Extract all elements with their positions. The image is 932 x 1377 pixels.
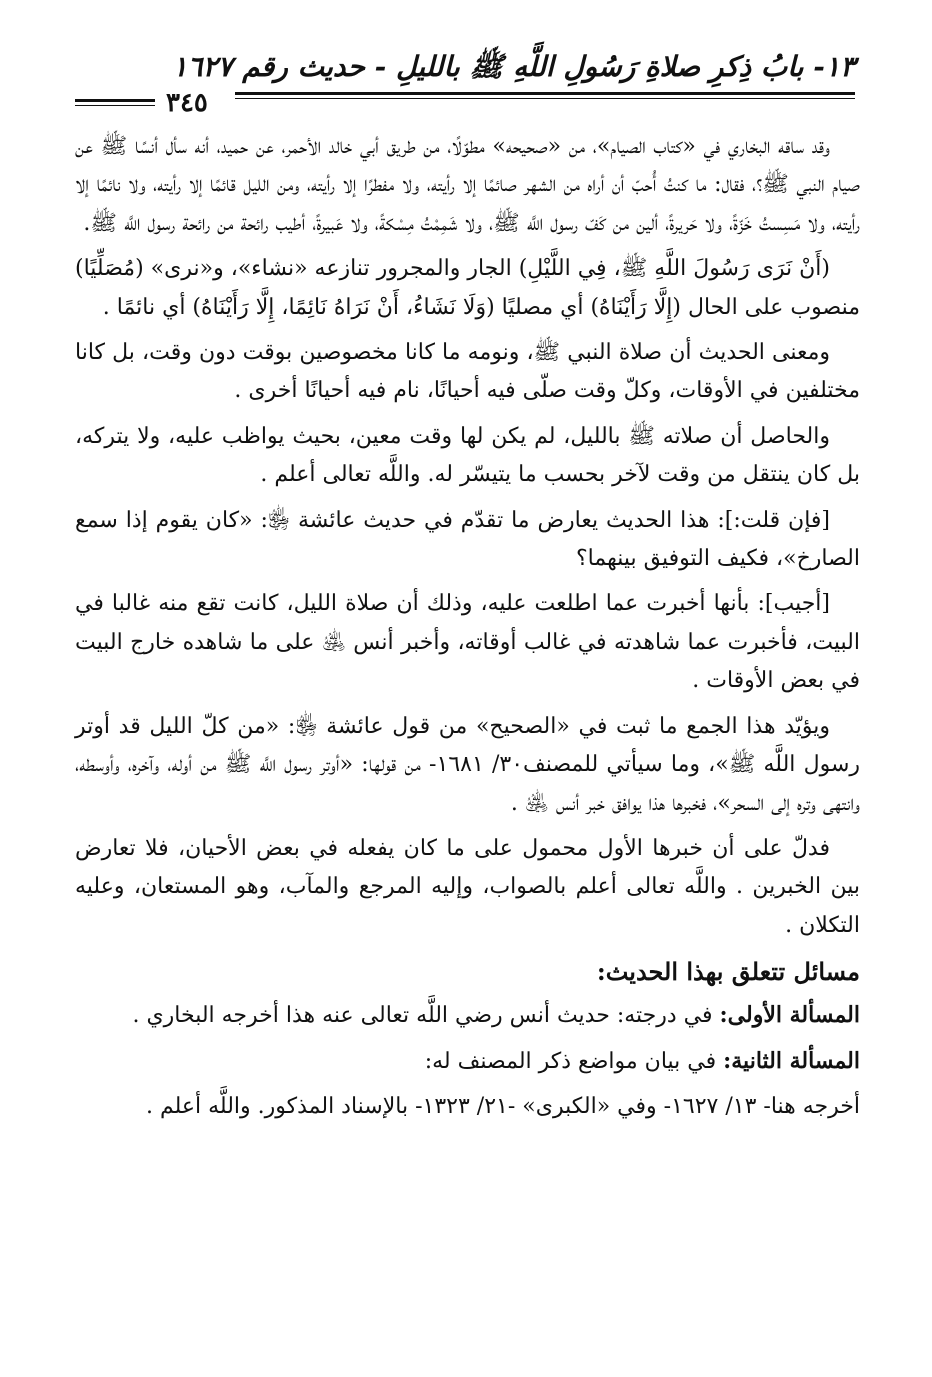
header-rule xyxy=(235,92,855,95)
section-heading: مسائل تتعلق بهذا الحديث: xyxy=(596,957,860,987)
chapter-title: ١٣- بابُ ذِكرِ صلاةِ رَسُولِ اللَّهِ ﷺ بالليلِ - حديث رقم ١٦٢٧ xyxy=(172,50,855,83)
page-number: ٣٤٥ xyxy=(160,88,214,118)
page-number-rule-thin xyxy=(75,105,155,106)
closing-paragraph: أخرجه هنا- ١٣/ ١٦٢٧- وفي «الكبرى» -٢١/ ١٣٢٣- بالإسناد المذكور. واللَّه أعلم . xyxy=(145,1094,860,1120)
main-text xyxy=(75,128,860,1134)
paragraph: ومعنى الحديث أن صلاة النبي ﷺ، ونومه ما كانا مخصوصين بوقت دون وقت، بل كانا مختلفين في الأوقات، وكلّ وقت صلّى فيه أحيانًا، نام فيه أحيانًا أخرى . xyxy=(75,340,860,404)
issue-1 xyxy=(75,996,860,1035)
paragraph: [أجيب]: بأنها أخبرت عما اطلعت عليه، وذلك أن صلاة الليل، كانت تقع منه غالبا في البيت، فأخبرت عما شاهدته في غالب أوقاته، وأخبر أنس ﵁ على ما شاهده خارج البيت في بعض الأوقات . xyxy=(75,591,860,694)
running-header xyxy=(60,50,855,118)
issue-text: في درجته: حديث أنس رضي اللَّه تعالى عنه هذا أخرجه البخاري . xyxy=(132,1002,720,1028)
paragraph: ويؤيّد هذا الجمع ما ثبت في «الصحيح» من قول عائشة ﵂: «من كلّ الليل قد أوتر رسول اللَّه ﷺ»، وما سيأتي للمصنف٣٠/ ١٦٨١- من قولها: «أوتر رسول اللَّه ﷺ من أوله، وآخره، وأوسطه، وانتهى وتره إلى السحر»، فخبرها هذا يوافق خبر أنس ﵁ . xyxy=(75,713,861,816)
issue-2 xyxy=(75,1042,860,1081)
paragraph: وقد ساقه البخاري في «كتاب الصيام»، من «صحيحه» مطوّلًا، من طريق أبي خالد الأحمر، عن حميد، أنه سأل أنسًا ﷺ عن صيام النبي ﷺ؟، فقال: ما كنتُ أُحبّ أن أراه من الشهر صائمًا إلا رأيته، ولا مفطرًا إلا رأيته، ومن الليل قائمًا إلا رأيته، ولا نائمًا إلا رأيته، ولا مَسِستُ خَزّةً، ولا حَريرةً، ألين من كَفّ رسول اللَّه ﷺ، ولا شَمِمْتُ مِسْكةً، ولا عَبيرةً، أطيب رائحة من رائحة رسول اللَّه ﷺ. xyxy=(75,134,860,236)
header-rule-thin xyxy=(235,98,855,99)
issue-text: في بيان مواضع ذكر المصنف له: xyxy=(424,1048,724,1074)
issue-label: المسألة الثانية: xyxy=(723,1047,860,1074)
paragraph: والحاصل أن صلاته ﷺ بالليل، لم يكن لها وقت معين، بحيث يواظب عليه، ولا يتركه، بل كان ينتقل من وقت لآخر بحسب ما يتيسّر له. واللَّه تعالى أعلم . xyxy=(75,423,860,488)
paragraph: فدلّ على أن خبرها الأول محمول على ما كان يفعله في بعض الأحيان، فلا تعارض بين الخبرين . واللَّه تعالى أعلم بالصواب، وإليه المرجع والمآب، وهو المستعان، وعليه التكلان . xyxy=(75,835,860,938)
page-number-rule xyxy=(75,99,155,102)
issue-label: المسألة الأولى: xyxy=(719,1001,860,1028)
paragraph: (أَنْ نَرَى رَسُولَ اللَّهِ ﷺ، فِي اللَّيْلِ) الجار والمجرور تنازعه «نشاء»، و«نرى» (مُصَلِّيًا) منصوب على الحال (إِلَّا رَأَيْنَاهُ) أي مصليًا (وَلَا نَشَاءُ، أَنْ نَرَاهُ نَائِمًا، إِلَّا رَأَيْنَاهُ) أي نائمًا . xyxy=(75,256,860,320)
paragraph: [فإن قلت:]: هذا الحديث يعارض ما تقدّم في حديث عائشة ﵂: «كان يقوم إذا سمع الصارخ»، فكيف التوفيق بينهما؟ xyxy=(75,507,860,572)
